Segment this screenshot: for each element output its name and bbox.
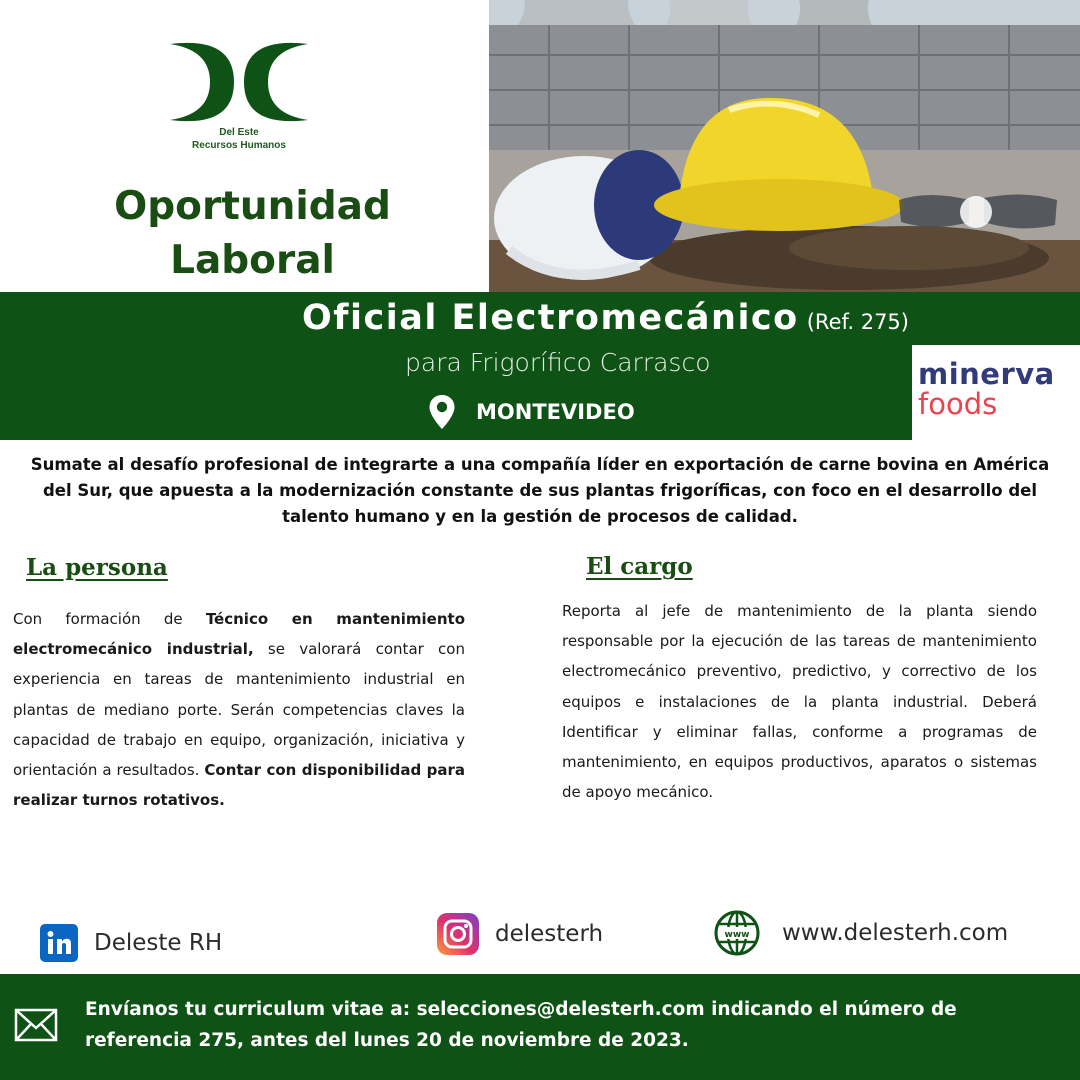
headline-line-2: Laboral — [170, 238, 335, 283]
location-label: MONTEVIDEO — [476, 400, 635, 424]
brand-logo — [160, 38, 318, 153]
brand-tagline: Recursos Humanos — [192, 140, 286, 151]
persona-bold-1: Técnico en mantenimiento electromecánico industrial, — [13, 610, 466, 659]
footer-text: Envíanos tu curriculum vitae a: selecciones@delesterh.com indicando el número de referencia 275, antes del lunes 20 de noviembre de 2023. — [85, 999, 957, 1051]
footer-band — [0, 974, 1080, 1080]
persona-heading: La persona — [26, 554, 168, 581]
website-label: www.delesterh.com — [782, 920, 1009, 946]
cargo-heading: El cargo — [586, 553, 693, 580]
persona-text-1: Con formación de — [13, 610, 206, 628]
persona-text — [13, 604, 465, 815]
linkedin-label: Deleste RH — [94, 930, 223, 956]
client-logo-line-1: minerva — [918, 357, 1055, 391]
envelope-icon — [14, 1008, 58, 1042]
job-location — [428, 394, 635, 430]
brand-name: Del Este — [219, 127, 259, 138]
linkedin-icon — [40, 924, 78, 962]
instagram-contact[interactable] — [437, 913, 603, 955]
brand-logo-mark-icon — [164, 38, 314, 126]
headline — [50, 180, 455, 288]
cargo-text: Reporta al jefe de mantenimiento de la planta siendo responsable por la ejecución de las tareas de mantenimiento electromecánico preventivo, predictivo, y correctivo de los equipos e instalaciones de la planta industrial. Deberá Identificar y eliminar fallas, conforme a programas de mantenimiento, en equipos productivos, aparatos o sistemas de apoyo mecánico. — [562, 602, 1037, 802]
location-pin-icon — [428, 394, 456, 430]
client-logo — [912, 345, 1080, 440]
hero-photo — [489, 0, 1080, 298]
instagram-icon — [437, 913, 479, 955]
hard-hats-illustration — [489, 0, 1080, 298]
job-subtitle: para Frigorífico Carrasco — [405, 348, 711, 377]
persona-bold-2: Contar con disponibilidad para realizar turnos rotativos. — [13, 761, 465, 810]
svg-text:www: www — [724, 930, 750, 940]
headline-line-1: Oportunidad — [114, 184, 391, 229]
job-reference: (Ref. 275) — [806, 310, 909, 334]
client-logo-line-2: foods — [918, 387, 998, 421]
instagram-label: delesterh — [495, 921, 604, 947]
job-title — [302, 298, 909, 338]
intro-paragraph: Sumate al desafío profesional de integrarte a una compañía líder en exportación de carne bovina en América del Sur, que apuesta a la modernización constante de sus plantas frigoríficas, con foco en el desarrollo del talento humano y en la gestión de procesos de calidad. — [30, 455, 1050, 526]
persona-text-2: se valorará contar con experiencia en tareas de mantenimiento industrial en plantas de mediano porte. Serán competencias claves la capacidad de trabajo en equipo, organización, iniciativa y orientación a resultados. — [13, 640, 465, 780]
website-contact[interactable] — [714, 910, 1008, 956]
job-title-text: Oficial Electromecánico — [302, 298, 799, 338]
linkedin-contact[interactable] — [40, 924, 222, 962]
globe-www-icon — [714, 910, 760, 956]
